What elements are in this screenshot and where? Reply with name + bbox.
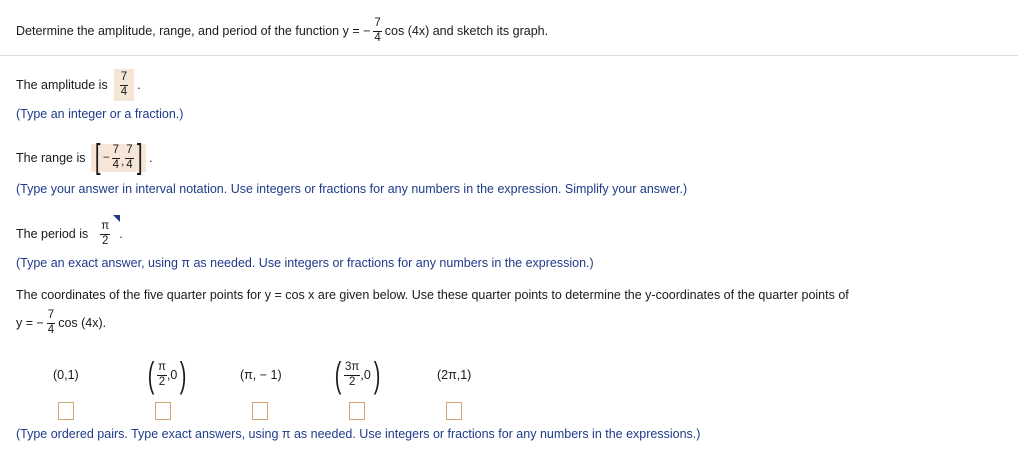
point-2-den: 2 <box>158 375 166 388</box>
point-2-num: π <box>157 362 167 376</box>
range-label: The range is <box>16 151 86 165</box>
amplitude-hint: (Type an integer or a fraction.) <box>16 107 184 121</box>
amplitude-answer[interactable] <box>114 69 134 101</box>
period-hint: (Type an exact answer, using π as needed. Use integers or fractions for any numbers in the expression.) <box>16 256 594 270</box>
range-period-mark: . <box>149 151 153 165</box>
period-row <box>16 214 123 254</box>
period-answer[interactable] <box>94 218 116 250</box>
question-prefix: Determine the amplitude, range, and period of the function y = − <box>16 24 371 38</box>
quarter-points-hint: (Type ordered pairs. Type exact answers, using π as needed. Use integers or fractions for any numbers in the expressions.) <box>16 427 701 441</box>
range-high-fraction <box>125 145 133 171</box>
amplitude-label: The amplitude is <box>16 78 108 92</box>
question-text <box>16 14 548 48</box>
period-den: 2 <box>102 234 109 247</box>
range-low-sign: − <box>102 152 110 164</box>
amplitude-fraction <box>120 72 128 98</box>
left-paren-icon: ( <box>334 353 342 395</box>
point-1: (0,1) <box>53 368 79 382</box>
period-period-mark: . <box>119 227 123 241</box>
point-2-fraction <box>157 362 167 388</box>
right-paren-icon: ) <box>373 353 381 395</box>
period-label: The period is <box>16 227 89 241</box>
question-frac-den: 4 <box>374 31 381 44</box>
point-2-tail: ,0 <box>166 368 178 382</box>
amplitude-num: 7 <box>120 72 128 86</box>
left-paren-icon: ( <box>147 353 155 395</box>
range-answer[interactable] <box>91 138 146 177</box>
qp-func-num: 7 <box>47 310 55 324</box>
question-suffix: cos (4x) and sketch its graph. <box>384 24 549 38</box>
period-fraction <box>100 221 110 247</box>
range-low-den: 4 <box>112 158 120 171</box>
feedback-corner-icon <box>113 215 120 222</box>
point-4-den: 2 <box>348 375 356 388</box>
qp-func-prefix: y = − <box>16 316 44 330</box>
amplitude-den: 4 <box>120 85 128 98</box>
range-low-fraction <box>112 145 120 171</box>
quarter-point-input-3[interactable] <box>252 402 268 420</box>
range-high-num: 7 <box>125 145 133 159</box>
range-row <box>16 138 153 178</box>
amplitude-period-mark: . <box>137 78 141 92</box>
point-4-num: 3π <box>344 362 360 376</box>
quarter-point-input-5[interactable] <box>446 402 462 420</box>
point-4-tail: ,0 <box>360 368 371 382</box>
point-3: (π, − 1) <box>240 368 282 382</box>
point-4 <box>332 353 383 395</box>
question-divider <box>0 55 1018 56</box>
qp-func-suffix: cos (4x). <box>58 316 107 330</box>
range-interval <box>93 138 144 177</box>
quarter-point-input-2[interactable] <box>155 402 171 420</box>
quarter-points-intro: The coordinates of the five quarter points for y = cos x are given below. Use these quarter points to determine the y-coordinates of the quarter points of <box>16 288 849 302</box>
point-5: (2π,1) <box>437 368 472 382</box>
amplitude-row <box>16 66 141 104</box>
point-4-fraction <box>344 362 360 388</box>
period-num: π <box>100 221 110 235</box>
quarter-point-input-4[interactable] <box>349 402 365 420</box>
quarter-points-function <box>16 304 106 342</box>
point-2 <box>145 353 189 395</box>
range-low-num: 7 <box>112 145 120 159</box>
right-paren-icon: ) <box>180 353 187 395</box>
left-bracket-icon: [ <box>95 138 102 177</box>
qp-func-fraction <box>47 310 55 336</box>
quarter-point-input-1[interactable] <box>58 402 74 420</box>
range-hint: (Type your answer in interval notation. Use integers or fractions for any numbers in the expression. Simplify your answer.) <box>16 182 688 196</box>
question-fraction <box>373 18 381 44</box>
question-frac-num: 7 <box>373 18 381 32</box>
range-high-den: 4 <box>126 158 133 171</box>
qp-func-den: 4 <box>47 323 55 336</box>
range-comma: , <box>121 156 125 168</box>
right-bracket-icon: ] <box>136 138 143 177</box>
